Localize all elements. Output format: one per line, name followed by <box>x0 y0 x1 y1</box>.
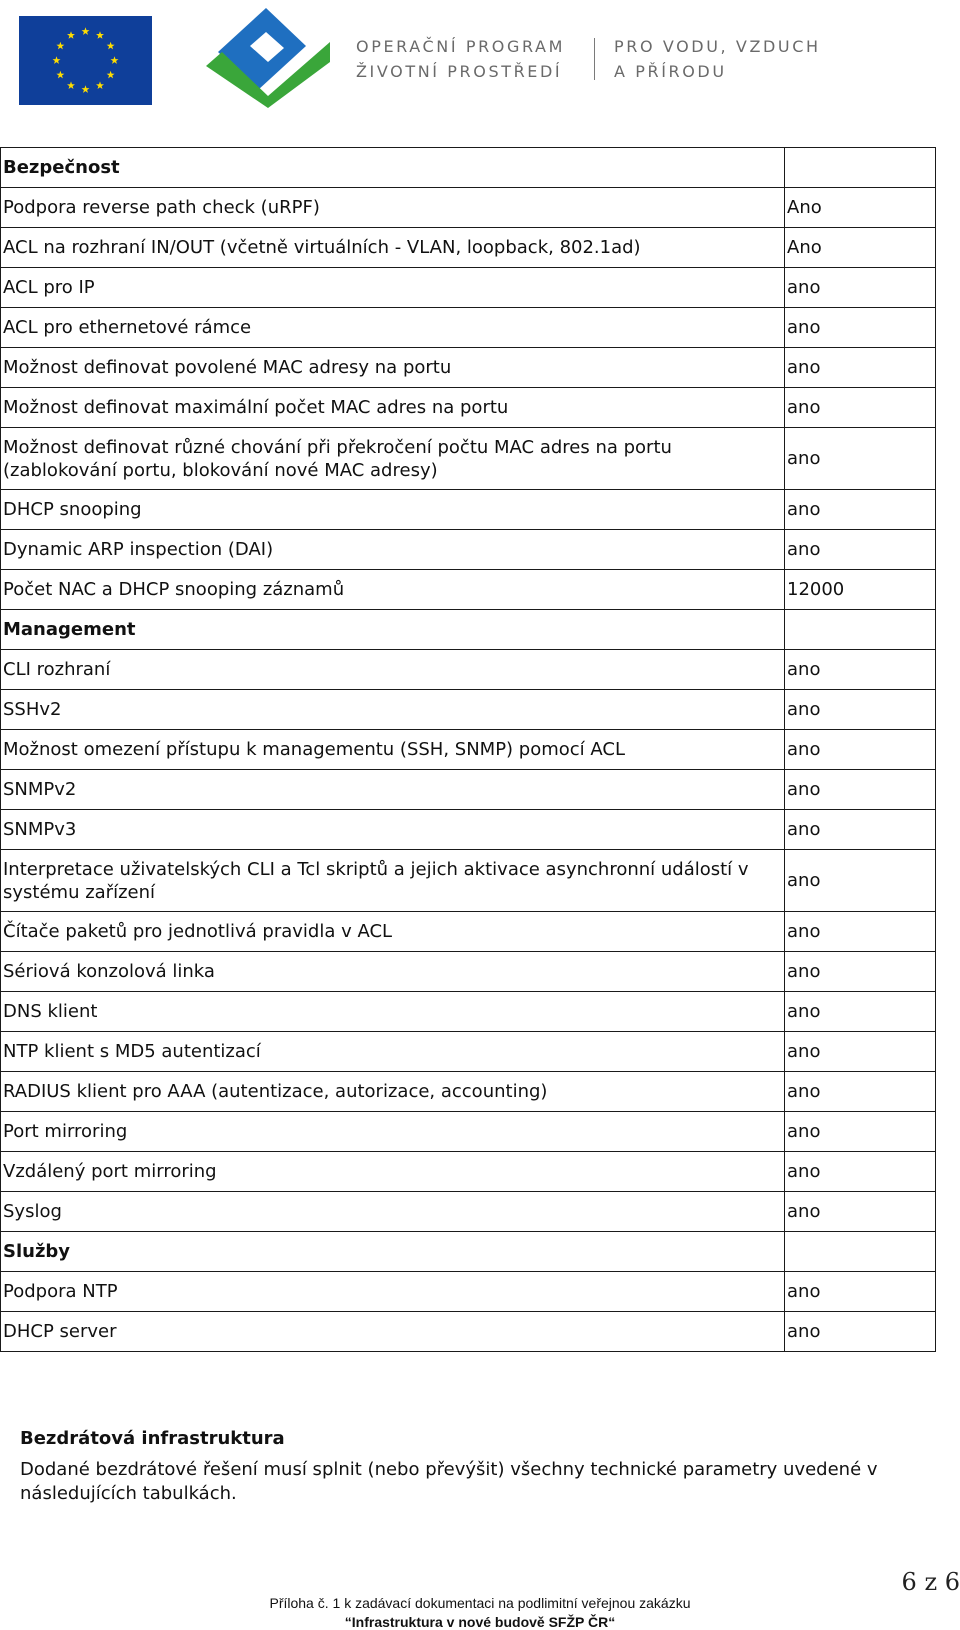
table-row <box>1 268 936 308</box>
value-cell: 12000 <box>785 570 936 610</box>
header-divider <box>594 38 595 80</box>
section-header-cell: Služby <box>1 1232 785 1272</box>
value-cell <box>785 610 936 650</box>
table-row <box>1 770 936 810</box>
value-cell: ano <box>785 730 936 770</box>
parameter-cell: CLI rozhraní <box>1 650 785 690</box>
wireless-section-text: Dodané bezdrátové řešení musí splnit (nebo převýšit) všechny technické parametry uvedené v následujících tabulkách. <box>20 1459 878 1504</box>
parameter-cell: NTP klient s MD5 autentizací <box>1 1032 785 1072</box>
table-row <box>1 1152 936 1192</box>
parameter-cell: Možnost definovat povolené MAC adresy na portu <box>1 348 785 388</box>
value-cell: ano <box>785 268 936 308</box>
table-row <box>1 308 936 348</box>
page-header <box>0 0 960 120</box>
value-cell: ano <box>785 1152 936 1192</box>
parameter-cell: ACL pro IP <box>1 268 785 308</box>
value-cell: ano <box>785 952 936 992</box>
table-row <box>1 912 936 952</box>
table-row <box>1 690 936 730</box>
table-row <box>1 228 936 268</box>
program-name <box>356 34 565 84</box>
program-slogan <box>614 34 821 84</box>
slogan-line-2: A PŘÍRODU <box>614 62 727 81</box>
section-header-cell: Management <box>1 610 785 650</box>
value-cell: ano <box>785 388 936 428</box>
parameter-cell: Sériová konzolová linka <box>1 952 785 992</box>
parameter-cell: SSHv2 <box>1 690 785 730</box>
value-cell: ano <box>785 1312 936 1352</box>
parameter-cell: Port mirroring <box>1 1112 785 1152</box>
op-zp-logo-icon <box>206 6 336 108</box>
parameter-cell: DNS klient <box>1 992 785 1032</box>
parameter-cell: Vzdálený port mirroring <box>1 1152 785 1192</box>
slogan-line-1: PRO VODU, VZDUCH <box>614 37 821 56</box>
section-header-row <box>1 1232 936 1272</box>
value-cell: ano <box>785 912 936 952</box>
eu-flag-graphic <box>19 16 152 105</box>
value-cell: ano <box>785 992 936 1032</box>
parameter-cell: Možnost definovat maximální počet MAC adres na portu <box>1 388 785 428</box>
table-row <box>1 1272 936 1312</box>
parameter-cell: Syslog <box>1 1192 785 1232</box>
specification-table-body <box>1 148 936 1352</box>
table-row <box>1 1192 936 1232</box>
table-row <box>1 992 936 1032</box>
table-row <box>1 952 936 992</box>
value-cell: ano <box>785 1192 936 1232</box>
table-row <box>1 570 936 610</box>
table-row <box>1 388 936 428</box>
value-cell: ano <box>785 770 936 810</box>
parameter-cell: Podpora reverse path check (uRPF) <box>1 188 785 228</box>
parameter-cell: DHCP server <box>1 1312 785 1352</box>
value-cell: Ano <box>785 188 936 228</box>
value-cell: ano <box>785 1112 936 1152</box>
table-row <box>1 1072 936 1112</box>
value-cell: ano <box>785 308 936 348</box>
parameter-cell: SNMPv2 <box>1 770 785 810</box>
value-cell: ano <box>785 1272 936 1312</box>
table-row <box>1 850 936 912</box>
parameter-cell: Počet NAC a DHCP snooping záznamů <box>1 570 785 610</box>
value-cell: Ano <box>785 228 936 268</box>
parameter-cell: SNMPv3 <box>1 810 785 850</box>
table-row <box>1 810 936 850</box>
table-row <box>1 188 936 228</box>
table-row <box>1 348 936 388</box>
value-cell <box>785 1232 936 1272</box>
table-row <box>1 1312 936 1352</box>
value-cell: ano <box>785 1032 936 1072</box>
footer-line-2: “Infrastruktura v nové budově SFŽP ČR“ <box>344 1614 616 1630</box>
parameter-cell: ACL pro ethernetové rámce <box>1 308 785 348</box>
value-cell: ano <box>785 1072 936 1112</box>
value-cell: ano <box>785 490 936 530</box>
program-line-1: OPERAČNÍ PROGRAM <box>356 37 566 56</box>
value-cell: ano <box>785 530 936 570</box>
value-cell: ano <box>785 850 936 912</box>
value-cell: ano <box>785 810 936 850</box>
table-row <box>1 490 936 530</box>
value-cell: ano <box>785 650 936 690</box>
table-row <box>1 650 936 690</box>
table-row <box>1 530 936 570</box>
parameter-cell: ACL na rozhraní IN/OUT (včetně virtuálních - VLAN, loopback, 802.1ad) <box>1 228 785 268</box>
parameter-cell: Dynamic ARP inspection (DAI) <box>1 530 785 570</box>
parameter-cell: DHCP snooping <box>1 490 785 530</box>
table-row <box>1 1112 936 1152</box>
page-number: 6 z 6 <box>901 1568 960 1596</box>
value-cell <box>785 148 936 188</box>
parameter-cell: Interpretace uživatelských CLI a Tcl skriptů a jejich aktivace asynchronní událostí v systému zařízení <box>1 850 785 912</box>
wireless-section-title: Bezdrátová infrastruktura <box>20 1428 285 1449</box>
parameter-cell: Čítače paketů pro jednotlivá pravidla v ACL <box>1 912 785 952</box>
eu-flag-icon <box>19 16 152 105</box>
program-line-2: ŽIVOTNÍ PROSTŘEDÍ <box>356 62 563 81</box>
table-row <box>1 428 936 490</box>
op-zp-logo-graphic <box>206 6 336 108</box>
specification-table <box>0 147 936 1352</box>
footer-line-1: Příloha č. 1 k zadávací dokumentaci na podlimitní veřejnou zakázku <box>269 1595 691 1611</box>
section-header-cell: Bezpečnost <box>1 148 785 188</box>
value-cell: ano <box>785 428 936 490</box>
parameter-cell: RADIUS klient pro AAA (autentizace, autorizace, accounting) <box>1 1072 785 1112</box>
value-cell: ano <box>785 348 936 388</box>
section-header-row <box>1 148 936 188</box>
table-row <box>1 730 936 770</box>
section-header-row <box>1 610 936 650</box>
value-cell: ano <box>785 690 936 730</box>
parameter-cell: Možnost definovat různé chování při překročení počtu MAC adres na portu (zablokování portu, blokování nové MAC adresy) <box>1 428 785 490</box>
parameter-cell: Podpora NTP <box>1 1272 785 1312</box>
parameter-cell: Možnost omezení přístupu k managementu (SSH, SNMP) pomocí ACL <box>1 730 785 770</box>
table-row <box>1 1032 936 1072</box>
